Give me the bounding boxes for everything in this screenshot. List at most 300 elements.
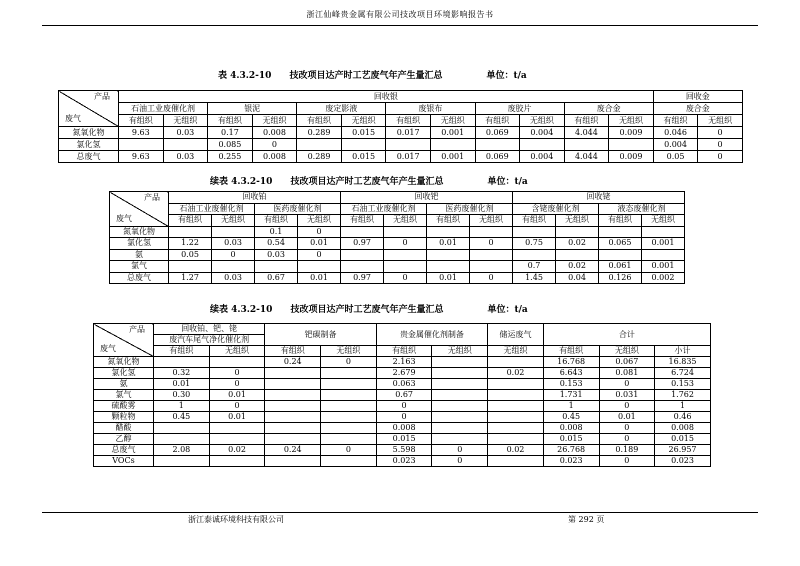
row-label: 颗粒物 (94, 412, 154, 423)
data-cell: 0.061 (599, 261, 642, 273)
row-label: 硫酸雾 (94, 401, 154, 412)
table3-corner-cell: 产品 废气 (94, 324, 154, 357)
data-cell (556, 249, 599, 261)
data-cell (488, 379, 544, 390)
table-row (94, 412, 711, 423)
data-cell: 0.03 (163, 127, 208, 139)
data-cell: 0.01 (209, 390, 265, 401)
data-cell: 0.015 (341, 151, 386, 163)
data-cell (475, 139, 520, 151)
data-cell: 0 (209, 368, 265, 379)
data-cell: 6.724 (655, 368, 711, 379)
data-cell: 0.008 (543, 423, 599, 434)
row-label: 氨 (110, 249, 169, 261)
data-cell: 0.008 (252, 127, 297, 139)
table3-group-total: 合计 (543, 324, 710, 346)
sub-header-unorg: 无组织 (430, 115, 475, 127)
sub-header-org: 有组织 (564, 115, 609, 127)
data-cell (321, 434, 377, 445)
data-cell: 0.001 (430, 151, 475, 163)
row-label: VOCs (94, 456, 154, 467)
data-cell (488, 456, 544, 467)
data-cell (520, 139, 565, 151)
data-cell (488, 390, 544, 401)
data-cell (321, 368, 377, 379)
data-cell: 0.01 (599, 412, 655, 423)
data-cell: 0.46 (655, 412, 711, 423)
row-label: 总废气 (59, 151, 119, 163)
data-cell: 0.001 (430, 127, 475, 139)
row-label: 氯化氢 (59, 139, 119, 151)
data-cell: 16.768 (543, 357, 599, 368)
table3-group-recover: 回收铂、钯、铑 (154, 324, 265, 335)
data-cell: 0 (321, 445, 377, 456)
table2 (109, 191, 685, 284)
table-row (110, 238, 685, 250)
data-cell: 0.015 (655, 434, 711, 445)
data-cell: 2.679 (376, 368, 432, 379)
table-row (94, 423, 711, 434)
data-cell: 0 (599, 423, 655, 434)
data-cell: 0 (298, 226, 341, 238)
table2-product-header: 液态废催化剂 (599, 203, 685, 215)
sub-header-org: 有组织 (653, 115, 698, 127)
table-row (94, 445, 711, 456)
sub-header-unorg: 无组织 (163, 115, 208, 127)
sub-header-unorg: 无组织 (298, 215, 341, 227)
data-cell: 0.067 (599, 357, 655, 368)
data-cell: 0.32 (154, 368, 210, 379)
data-cell: 4.044 (564, 127, 609, 139)
data-cell (341, 249, 384, 261)
data-cell (154, 357, 210, 368)
data-cell: 0.008 (252, 151, 297, 163)
data-cell: 0.75 (513, 238, 556, 250)
sub-header-org: 有组织 (341, 215, 384, 227)
data-cell: 0 (599, 434, 655, 445)
data-cell: 0.02 (556, 238, 599, 250)
row-label: 乙醇 (94, 434, 154, 445)
data-cell (321, 423, 377, 434)
table1-title: 表 4.3.2-10 技改项目达产时工艺废气年产生量汇总 单位：t/a (218, 71, 527, 81)
row-label: 氮氧化物 (94, 357, 154, 368)
data-cell: 0.01 (154, 379, 210, 390)
table3-group-catalyst: 贵金属催化剂制备 (376, 324, 487, 346)
data-cell: 0.24 (265, 357, 321, 368)
data-cell: 0 (432, 456, 488, 467)
data-cell (384, 226, 427, 238)
sub-header-unorg: 无组织 (321, 346, 377, 357)
row-label: 氮氧化物 (59, 127, 119, 139)
data-cell (488, 357, 544, 368)
table-row (94, 357, 711, 368)
sub-header-org: 有组织 (599, 215, 642, 227)
table-row (110, 261, 685, 273)
sub-header-org: 有组织 (154, 346, 210, 357)
data-cell (432, 379, 488, 390)
data-cell (470, 226, 513, 238)
data-cell: 0.289 (297, 127, 342, 139)
data-cell (297, 139, 342, 151)
table1-group-header: 回收金 (653, 91, 742, 103)
table2-title: 续表 4.3.2-10 技改项目达产时工艺废气年产生量汇总 单位：t/a (210, 177, 528, 187)
data-cell (265, 401, 321, 412)
data-cell (265, 434, 321, 445)
data-cell: 0 (432, 445, 488, 456)
table2-product-header: 石油工业废催化剂 (169, 203, 255, 215)
row-label: 氯化氢 (94, 368, 154, 379)
data-cell (488, 412, 544, 423)
data-cell (163, 139, 208, 151)
data-cell: 16.835 (655, 357, 711, 368)
data-cell: 0.001 (642, 238, 685, 250)
data-cell: 0.004 (520, 127, 565, 139)
data-cell (265, 379, 321, 390)
data-cell (432, 368, 488, 379)
data-cell (255, 261, 298, 273)
table-row (94, 379, 711, 390)
row-label: 总废气 (110, 272, 169, 284)
data-cell: 0.081 (599, 368, 655, 379)
data-cell: 0.01 (427, 238, 470, 250)
data-cell (430, 139, 475, 151)
data-cell: 1.762 (655, 390, 711, 401)
data-cell: 0.015 (376, 434, 432, 445)
data-cell (321, 401, 377, 412)
data-cell: 0.05 (169, 249, 212, 261)
data-cell (609, 139, 654, 151)
data-cell: 0.03 (163, 151, 208, 163)
table1-product-header: 银泥 (208, 103, 297, 115)
data-cell: 0 (698, 139, 743, 151)
data-cell: 0.03 (212, 272, 255, 284)
table1-product-header: 废银布 (386, 103, 475, 115)
table2-group-header: 回收铑 (513, 192, 685, 204)
data-cell: 0 (599, 456, 655, 467)
data-cell: 0.069 (475, 151, 520, 163)
table-row (94, 401, 711, 412)
data-cell (427, 261, 470, 273)
data-cell: 0.02 (488, 445, 544, 456)
data-cell: 0 (470, 238, 513, 250)
data-cell (556, 226, 599, 238)
data-cell (384, 249, 427, 261)
data-cell (209, 357, 265, 368)
sub-header-org: 有组织 (376, 346, 432, 357)
data-cell: 0 (384, 272, 427, 284)
data-cell: 0.001 (642, 261, 685, 273)
data-cell: 0.01 (209, 412, 265, 423)
data-cell: 0.046 (653, 127, 698, 139)
data-cell: 0.126 (599, 272, 642, 284)
table2-group-header: 回收钯 (341, 192, 513, 204)
data-cell: 0 (212, 249, 255, 261)
table2-unit: 单位：t/a (487, 177, 528, 187)
data-cell (488, 401, 544, 412)
data-cell: 1.731 (543, 390, 599, 401)
table3-product-recover: 废汽车尾气净化催化剂 (154, 335, 265, 346)
data-cell: 0.063 (376, 379, 432, 390)
data-cell: 0 (321, 357, 377, 368)
table-row (110, 226, 685, 238)
data-cell (599, 226, 642, 238)
data-cell: 0 (599, 379, 655, 390)
data-cell: 0.45 (154, 412, 210, 423)
table3-group-storage: 储运废气 (488, 324, 544, 346)
data-cell (169, 261, 212, 273)
sub-header-unorg: 无组织 (212, 215, 255, 227)
data-cell: 0.023 (376, 456, 432, 467)
data-cell: 0.67 (255, 272, 298, 284)
sub-header-org: 有组织 (208, 115, 253, 127)
data-cell (432, 412, 488, 423)
row-label: 氯气 (110, 261, 169, 273)
table-row (94, 434, 711, 445)
data-cell: 0.97 (341, 272, 384, 284)
header-rule (42, 25, 758, 26)
data-cell (427, 249, 470, 261)
data-cell: 0 (470, 272, 513, 284)
table1-product-header: 废定影液 (297, 103, 386, 115)
row-label: 总废气 (94, 445, 154, 456)
row-label: 氯气 (94, 390, 154, 401)
data-cell (470, 261, 513, 273)
data-cell: 0 (376, 412, 432, 423)
data-cell: 0.02 (556, 261, 599, 273)
data-cell: 0 (252, 139, 297, 151)
sub-header-org: 有组织 (513, 215, 556, 227)
table1-product-header: 废合金 (564, 103, 653, 115)
sub-header-org: 有组织 (543, 346, 599, 357)
data-cell (154, 456, 210, 467)
data-cell: 0.069 (475, 127, 520, 139)
data-cell (642, 249, 685, 261)
sub-header-unorg: 无组织 (556, 215, 599, 227)
table1-unit: 单位：t/a (486, 71, 527, 81)
data-cell: 0.05 (653, 151, 698, 163)
data-cell (321, 379, 377, 390)
data-cell: 1.27 (169, 272, 212, 284)
sub-header-unorg: 无组织 (432, 346, 488, 357)
data-cell: 2.163 (376, 357, 432, 368)
data-cell (265, 412, 321, 423)
data-cell (212, 226, 255, 238)
data-cell (209, 423, 265, 434)
table2-product-header: 含铑废催化剂 (513, 203, 599, 215)
sub-header-unorg: 无组织 (698, 115, 743, 127)
table1 (58, 90, 743, 163)
data-cell: 0.45 (543, 412, 599, 423)
sub-header-org: 有组织 (386, 115, 431, 127)
data-cell (119, 139, 164, 151)
table1-corner-cell: 产品 废气 (59, 91, 119, 127)
data-cell (564, 139, 609, 151)
data-cell: 0.289 (297, 151, 342, 163)
data-cell: 0.03 (255, 249, 298, 261)
data-cell: 0.24 (265, 445, 321, 456)
data-cell: 0.002 (642, 272, 685, 284)
data-cell: 0.085 (208, 139, 253, 151)
table2-corner-cell: 产品 废气 (110, 192, 169, 227)
data-cell: 0.30 (154, 390, 210, 401)
data-cell: 0.255 (208, 151, 253, 163)
data-cell: 0.54 (255, 238, 298, 250)
sub-header-unorg: 无组织 (341, 115, 386, 127)
table-row (59, 139, 743, 151)
sub-header-unorg: 无组织 (520, 115, 565, 127)
data-cell (341, 261, 384, 273)
data-cell (513, 226, 556, 238)
table2-product-header: 医药废催化剂 (255, 203, 341, 215)
data-cell: 0.023 (543, 456, 599, 467)
data-cell: 0.009 (609, 151, 654, 163)
data-cell: 0 (384, 238, 427, 250)
data-cell: 0.01 (298, 238, 341, 250)
sub-header-org: 有组织 (265, 346, 321, 357)
data-cell (321, 390, 377, 401)
data-cell: 0.01 (298, 272, 341, 284)
table-row (59, 151, 743, 163)
data-cell: 0.015 (341, 127, 386, 139)
data-cell: 1.22 (169, 238, 212, 250)
footer-rule (42, 512, 758, 513)
data-cell (265, 390, 321, 401)
data-cell: 1 (543, 401, 599, 412)
footer-page-number: 第 292 页 (568, 515, 605, 524)
data-cell (642, 226, 685, 238)
data-cell: 0.189 (599, 445, 655, 456)
sub-header-unorg: 无组织 (609, 115, 654, 127)
data-cell: 1 (655, 401, 711, 412)
sub-header-unorg: 无组织 (384, 215, 427, 227)
data-cell: 0.015 (543, 434, 599, 445)
row-label: 氨 (94, 379, 154, 390)
table3-unit: 单位：t/a (487, 305, 528, 315)
data-cell: 1.45 (513, 272, 556, 284)
sub-header-unorg: 无组织 (599, 346, 655, 357)
table3 (93, 323, 711, 467)
sub-header-unorg: 无组织 (252, 115, 297, 127)
data-cell (427, 226, 470, 238)
data-cell (432, 357, 488, 368)
table1-product-header: 石油工业废催化剂 (119, 103, 208, 115)
data-cell (488, 423, 544, 434)
data-cell: 0.004 (520, 151, 565, 163)
data-cell (599, 249, 642, 261)
data-cell: 1 (154, 401, 210, 412)
data-cell (154, 434, 210, 445)
data-cell (209, 456, 265, 467)
sub-header-org: 有组织 (297, 115, 342, 127)
data-cell: 9.63 (119, 127, 164, 139)
table2-group-header: 回收铂 (169, 192, 341, 204)
table1-group-header: 回收银 (119, 91, 654, 103)
data-cell: 0 (376, 401, 432, 412)
data-cell: 0 (298, 249, 341, 261)
data-cell: 0.008 (655, 423, 711, 434)
sub-header-org: 有组织 (255, 215, 298, 227)
data-cell: 0 (209, 401, 265, 412)
sub-header-org: 有组织 (169, 215, 212, 227)
table-row (110, 272, 685, 284)
table2-product-header: 石油工业废催化剂 (341, 203, 427, 215)
data-cell: 0.009 (609, 127, 654, 139)
table-row (94, 390, 711, 401)
data-cell: 0.02 (209, 445, 265, 456)
data-cell (341, 139, 386, 151)
data-cell: 5.598 (376, 445, 432, 456)
data-cell: 0 (698, 127, 743, 139)
data-cell: 2.08 (154, 445, 210, 456)
data-cell (154, 423, 210, 434)
data-cell (169, 226, 212, 238)
sub-header-unorg: 无组织 (209, 346, 265, 357)
row-label: 醋酸 (94, 423, 154, 434)
data-cell (341, 226, 384, 238)
data-cell: 0.01 (427, 272, 470, 284)
data-cell: 0.153 (543, 379, 599, 390)
data-cell: 0.7 (513, 261, 556, 273)
sub-header-org: 有组织 (475, 115, 520, 127)
sub-header-unorg: 无组织 (470, 215, 513, 227)
data-cell: 0.017 (386, 151, 431, 163)
data-cell (321, 412, 377, 423)
table1-product-header: 废胶片 (475, 103, 564, 115)
data-cell: 0.031 (599, 390, 655, 401)
sub-header-subtotal: 小计 (655, 346, 711, 357)
data-cell (384, 261, 427, 273)
data-cell (265, 423, 321, 434)
data-cell (432, 401, 488, 412)
data-cell (265, 368, 321, 379)
data-cell: 0.04 (556, 272, 599, 284)
data-cell: 0 (698, 151, 743, 163)
table-row (94, 456, 711, 467)
table-row (59, 127, 743, 139)
data-cell: 0.1 (255, 226, 298, 238)
table-row (110, 249, 685, 261)
sub-header-org: 有组织 (119, 115, 164, 127)
data-cell: 0.17 (208, 127, 253, 139)
data-cell: 0.02 (488, 368, 544, 379)
data-cell: 0.017 (386, 127, 431, 139)
data-cell (209, 434, 265, 445)
data-cell (470, 249, 513, 261)
data-cell: 0.03 (212, 238, 255, 250)
data-cell: 0.008 (376, 423, 432, 434)
sub-header-org: 有组织 (427, 215, 470, 227)
table2-product-header: 医药废催化剂 (427, 203, 513, 215)
data-cell: 6.643 (543, 368, 599, 379)
page-header: 浙江仙峰贵金属有限公司技改项目环境影响报告书 (306, 10, 494, 19)
data-cell: 0.023 (655, 456, 711, 467)
row-label: 氮氧化物 (110, 226, 169, 238)
data-cell (321, 456, 377, 467)
data-cell (488, 434, 544, 445)
sub-header-unorg: 无组织 (642, 215, 685, 227)
data-cell (298, 261, 341, 273)
data-cell: 0 (599, 401, 655, 412)
data-cell: 4.044 (564, 151, 609, 163)
table3-title: 续表 4.3.2-10 技改项目达产时工艺废气年产生量汇总 单位：t/a (210, 305, 528, 315)
row-label: 氯化氢 (110, 238, 169, 250)
data-cell (432, 390, 488, 401)
table-row (94, 368, 711, 379)
data-cell (212, 261, 255, 273)
data-cell (432, 434, 488, 445)
data-cell: 26.768 (543, 445, 599, 456)
data-cell (265, 456, 321, 467)
